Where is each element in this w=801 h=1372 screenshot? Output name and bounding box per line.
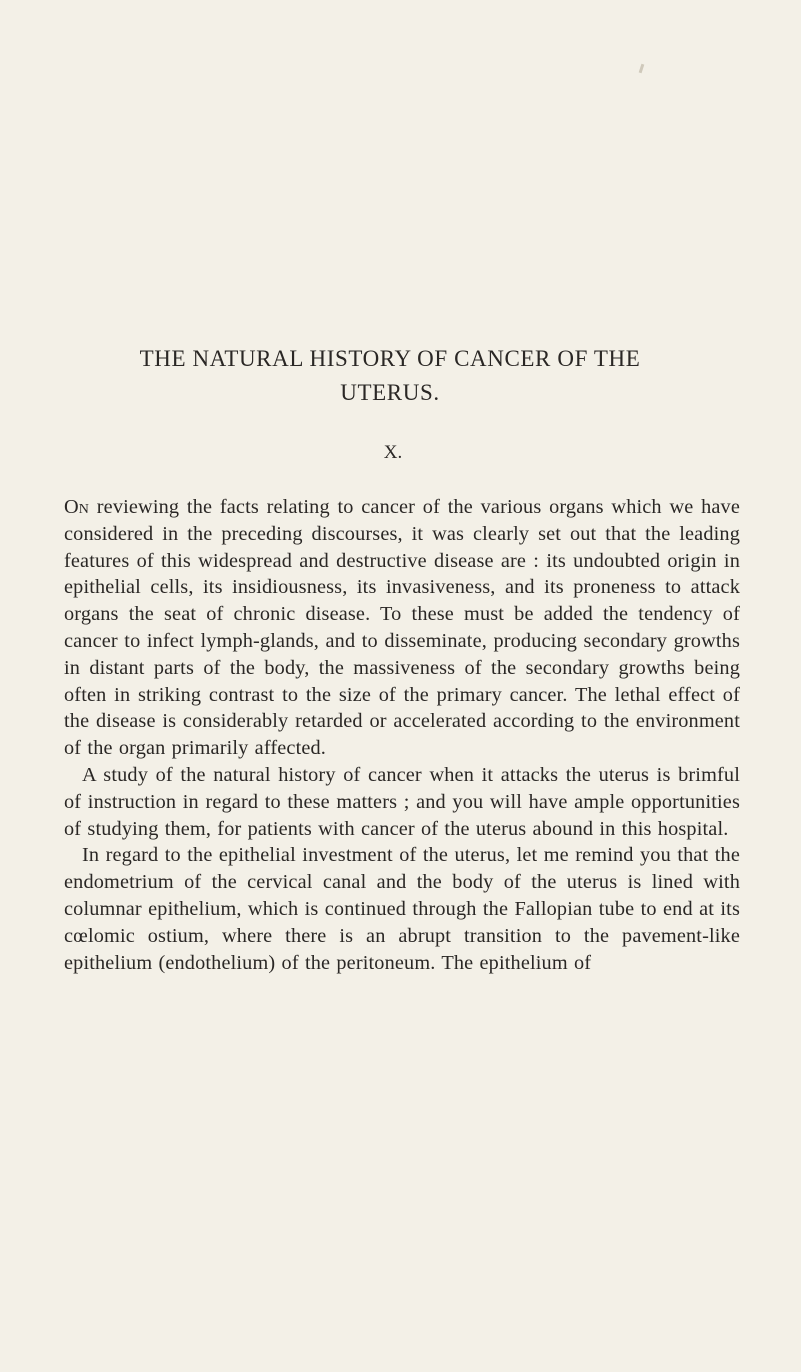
chapter-title-line-1: THE NATURAL HISTORY OF CANCER OF THE — [139, 346, 641, 371]
paragraph-1-lead: On — [64, 496, 90, 518]
chapter-title — [40, 342, 740, 410]
paragraph-2: A study of the natural history of cancer when it attacks the uterus is brimful of instruction in regard to these matters ; and you will have ample opportunities of studying them, for patients with cancer of the uterus abound in this hospital. — [64, 763, 740, 840]
paragraph-1 — [64, 494, 740, 762]
chapter-number: X. — [383, 442, 403, 463]
body-text — [64, 494, 740, 976]
paper-mark — [639, 64, 645, 73]
paragraph-1-text: reviewing the facts relating to cancer of the various organs which we have considered in the preceding discourses, it was clearly set out that the leading features of this widespread and destructive disease are : its undoubted origin in epithelial cells, its insidiousness, its invasiveness, and its proneness to attack organs the seat of chronic disease. To these must be added the tendency of cancer to infect lymph-glands, and to disseminate, producing secondary growths in distant parts of the body, the massiveness of the secondary growths being often in striking contrast to the size of the primary cancer. The lethal effect of the disease is considerably retarded or accelerated according to the environment of the organ primarily affected. — [64, 496, 740, 760]
chapter-title-line-2: UTERUS. — [340, 380, 440, 405]
paragraph-3: In regard to the epithelial investment of the uterus, let me remind you that the endometrium of the cervical canal and the body of the uterus is lined with columnar epithelium, which is continued through the Fallopian tube to end at its cœlomic ostium, where there is an abrupt transition to the pavement-like epithelium (endothelium) of the peritoneum. The epithelium of — [64, 844, 740, 974]
